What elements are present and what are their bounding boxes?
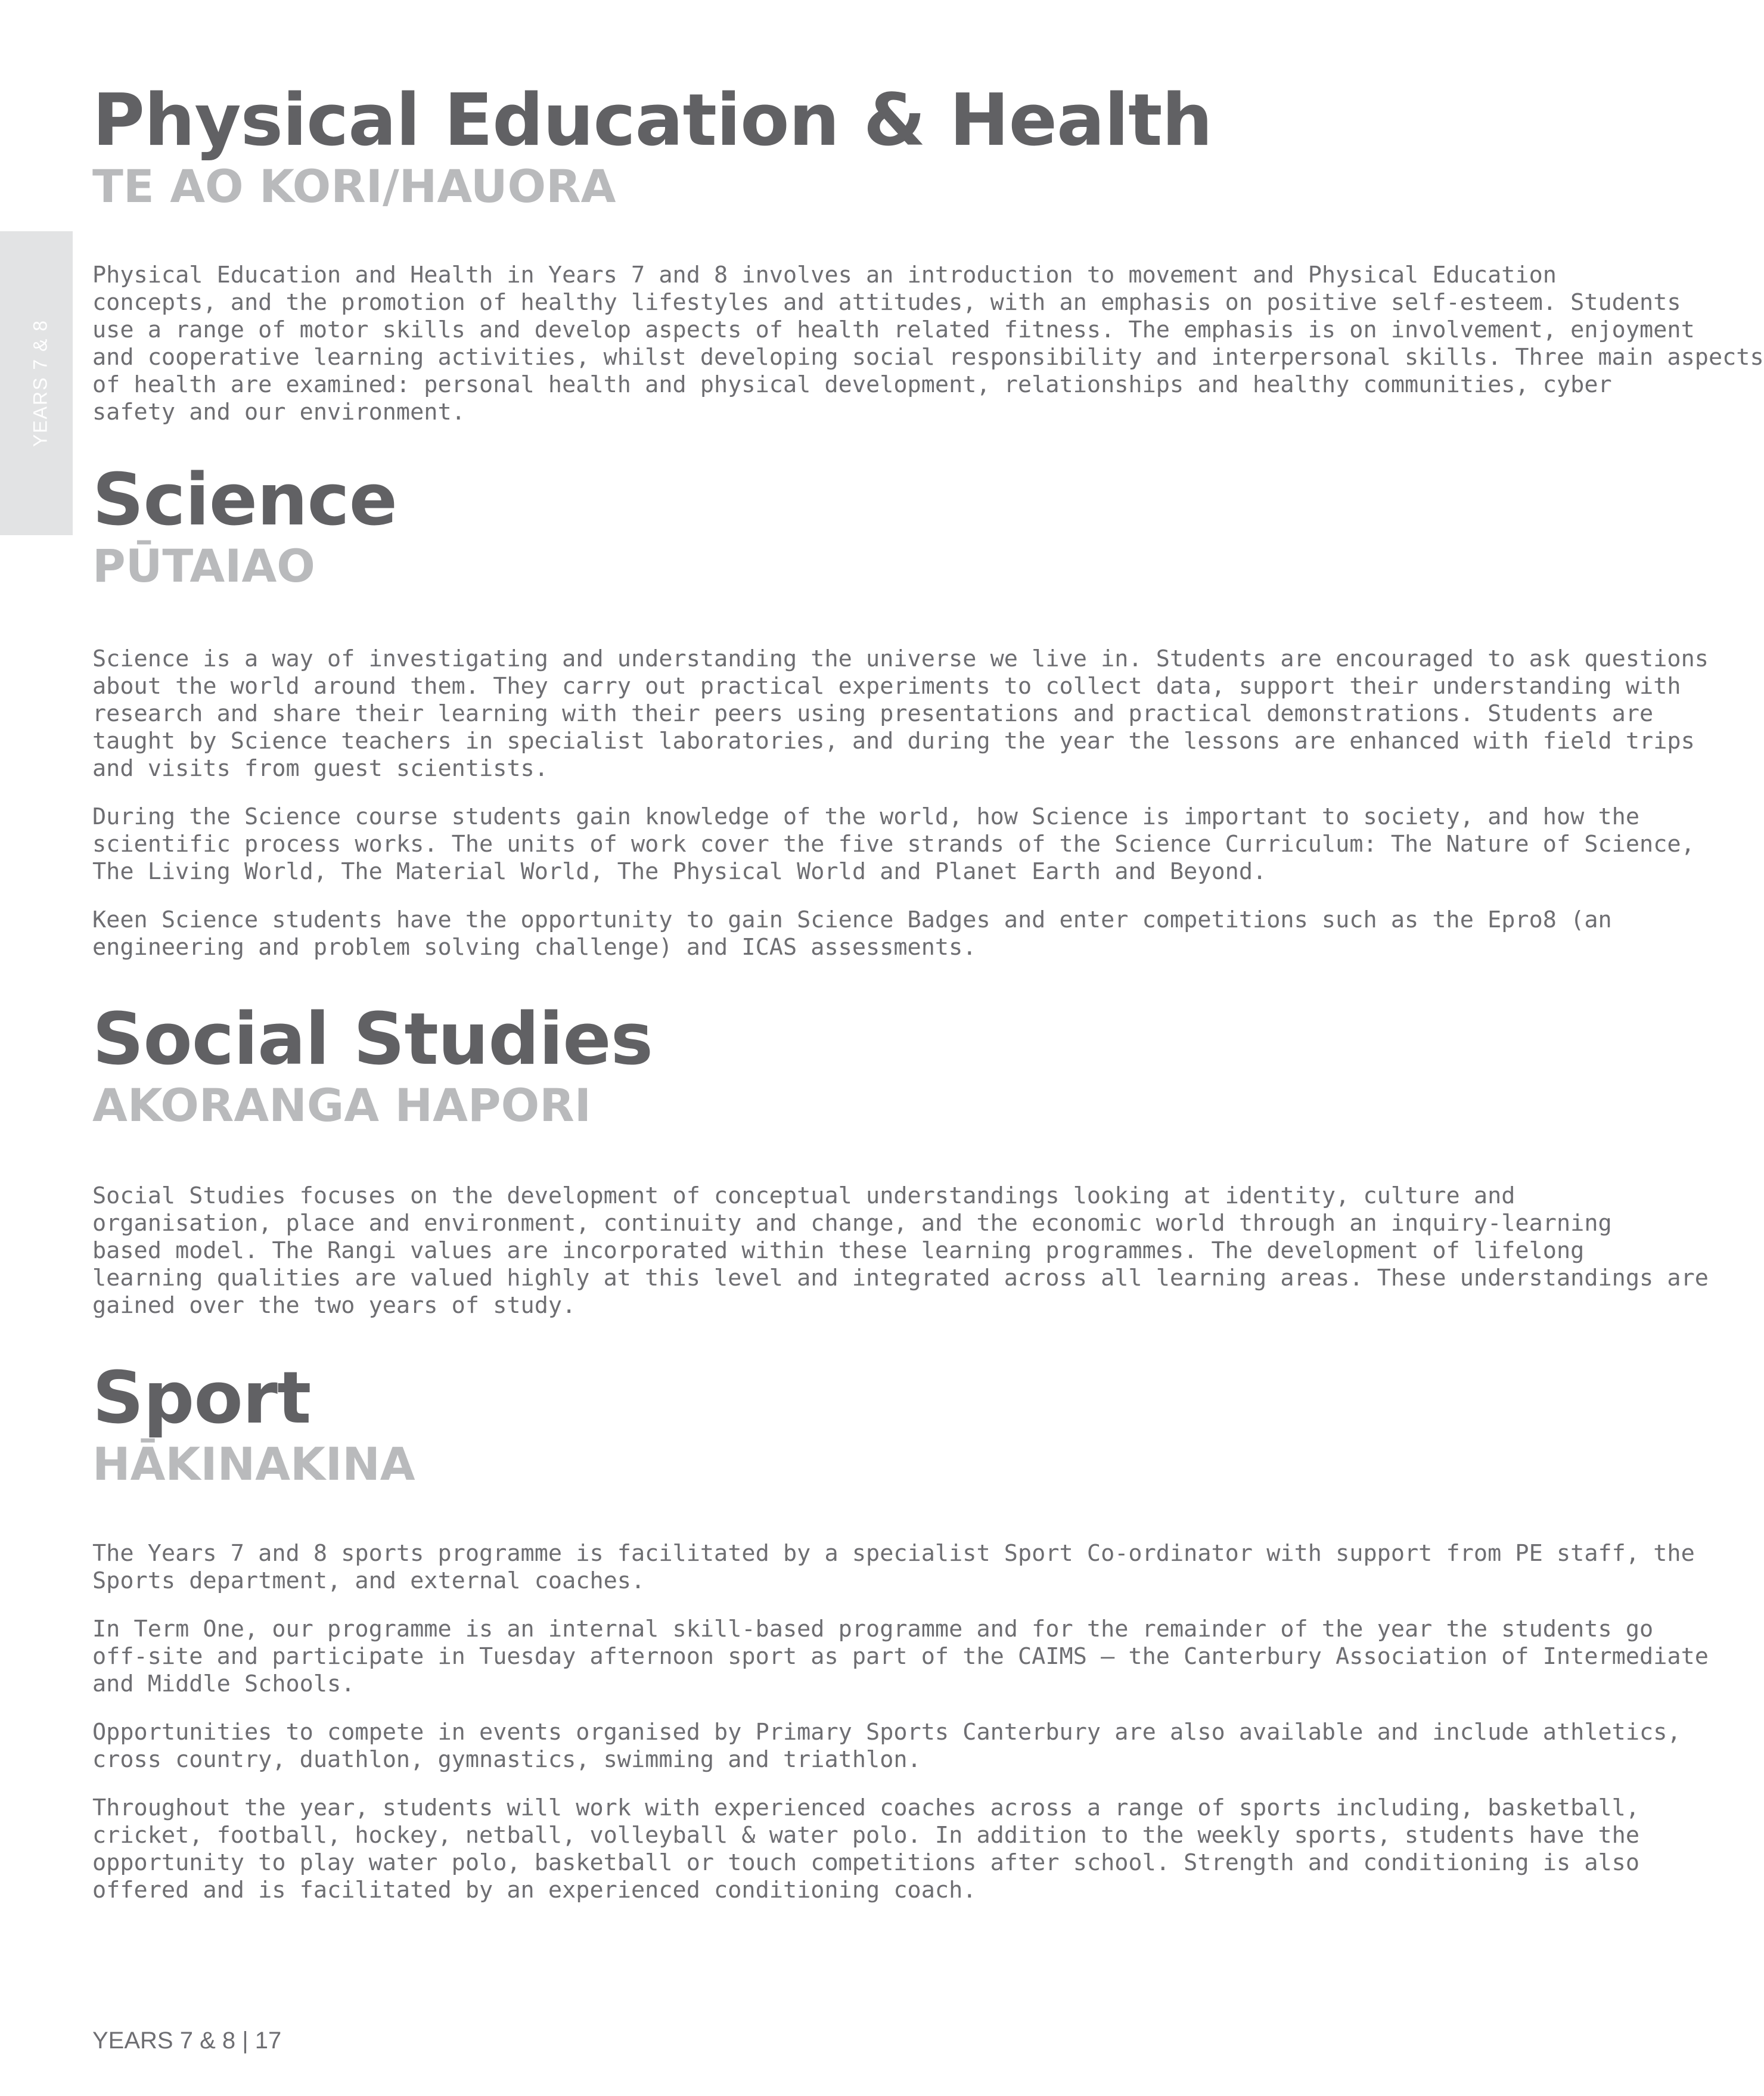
section-subtitle: PŪTAIAO — [92, 539, 315, 592]
text-line: opportunity to play water polo, basketball or touch competitions after school. Strength and conditioning is also — [92, 1849, 1640, 1876]
text-line: Throughout the year, students will work with experienced coaches across a range of sports including, basketball, — [92, 1794, 1640, 1821]
page-footer: YEARS 7 & 8 | 17 — [92, 2027, 282, 2054]
text-line: offered and is facilitated by an experienced conditioning coach. — [92, 1877, 977, 1904]
text-line: Keen Science students have the opportunity to gain Science Badges and enter competitions such as the Epro8 (an — [92, 906, 1612, 933]
text-line: use a range of motor skills and develop aspects of health related fitness. The emphasis is on involvement, enjoyment — [92, 316, 1695, 343]
paragraph — [92, 906, 1612, 961]
paragraph — [92, 1182, 1709, 1319]
text-line: about the world around them. They carry out practical experiments to collect data, support their understanding with — [92, 673, 1681, 700]
paragraph — [92, 1540, 1695, 1595]
section-subtitle: TE AO KORI/HAUORA — [92, 160, 616, 213]
paragraph — [92, 803, 1695, 886]
paragraph — [92, 262, 1764, 426]
text-line: of health are examined: personal health and physical development, relationships and healthy communities, cyber — [92, 371, 1612, 398]
paragraph — [92, 1719, 1681, 1774]
text-line: concepts, and the promotion of healthy lifestyles and attitudes, with an emphasis on positive self-esteem. Students — [92, 289, 1681, 316]
section-science — [92, 459, 1403, 593]
text-line: based model. The Rangi values are incorporated within these learning programmes. The development of lifelong — [92, 1237, 1585, 1264]
text-line: cricket, football, hockey, netball, volleyball & water polo. In addition to the weekly sports, students have the — [92, 1822, 1640, 1849]
section-body — [92, 645, 1709, 782]
section-physical-education — [92, 79, 1403, 213]
text-line: and Middle Schools. — [92, 1670, 355, 1697]
section-body — [92, 1616, 1709, 1698]
section-title: Science — [92, 459, 397, 542]
text-line: learning qualities are valued highly at this level and integrated across all learning areas. These understandings are — [92, 1265, 1709, 1291]
text-line: scientific process works. The units of work cover the five strands of the Science Curriculum: The Nature of Science, — [92, 831, 1695, 858]
text-line: gained over the two years of study. — [92, 1292, 576, 1319]
text-line: Opportunities to compete in events organised by Primary Sports Canterbury are also available and include athletics, — [92, 1719, 1681, 1746]
section-social-studies — [92, 998, 1403, 1132]
text-line: and visits from guest scientists. — [92, 755, 548, 782]
section-title: Sport — [92, 1357, 311, 1440]
section-body — [92, 1540, 1695, 1595]
section-body — [92, 803, 1695, 886]
text-line: In Term One, our programme is an internal skill-based programme and for the remainder of the year the students go — [92, 1616, 1654, 1642]
paragraph — [92, 1616, 1709, 1698]
text-line: Sports department, and external coaches. — [92, 1567, 645, 1594]
section-body — [92, 262, 1764, 426]
text-line: engineering and problem solving challenge) and ICAS assessments. — [92, 934, 977, 961]
text-line: Science is a way of investigating and understanding the universe we live in. Students are encouraged to ask questions — [92, 645, 1709, 672]
text-line: During the Science course students gain knowledge of the world, how Science is important to society, and how the — [92, 803, 1640, 830]
side-tab-label: YEARS 7 & 8 — [29, 319, 51, 448]
text-line: Social Studies focuses on the development of conceptual understandings looking at identity, culture and — [92, 1182, 1515, 1209]
text-line: safety and our environment. — [92, 399, 465, 426]
text-line: and cooperative learning activities, whilst developing social responsibility and interpersonal skills. Three main aspects — [92, 344, 1764, 371]
section-body — [92, 1182, 1709, 1319]
text-line: Physical Education and Health in Years 7 and 8 involves an introduction to movement and Physical Education — [92, 262, 1557, 288]
text-line: off-site and participate in Tuesday afternoon sport as part of the CAIMS – the Canterbury Association of Intermediate — [92, 1643, 1709, 1670]
section-body — [92, 1719, 1681, 1774]
section-title: Social Studies — [92, 998, 653, 1081]
section-subtitle: HĀKINAKINA — [92, 1437, 415, 1491]
section-body — [92, 906, 1612, 961]
text-line: research and share their learning with their peers using presentations and practical demonstrations. Students are — [92, 700, 1654, 727]
paragraph — [92, 645, 1709, 782]
text-line: taught by Science teachers in specialist laboratories, and during the year the lessons are enhanced with field trips — [92, 728, 1695, 754]
text-line: cross country, duathlon, gymnastics, swimming and triathlon. — [92, 1746, 921, 1773]
text-line: organisation, place and environment, continuity and change, and the economic world through an inquiry-learning — [92, 1210, 1612, 1237]
paragraph — [92, 1794, 1640, 1904]
section-title: Physical Education & Health — [92, 79, 1212, 162]
section-sport — [92, 1357, 1403, 1491]
section-body — [92, 1794, 1640, 1904]
text-line: The Living World, The Material World, The Physical World and Planet Earth and Beyond. — [92, 858, 1267, 885]
text-line: The Years 7 and 8 sports programme is facilitated by a specialist Sport Co-ordinator with support from PE staff, the — [92, 1540, 1695, 1567]
section-subtitle: AKORANGA HAPORI — [92, 1079, 592, 1132]
